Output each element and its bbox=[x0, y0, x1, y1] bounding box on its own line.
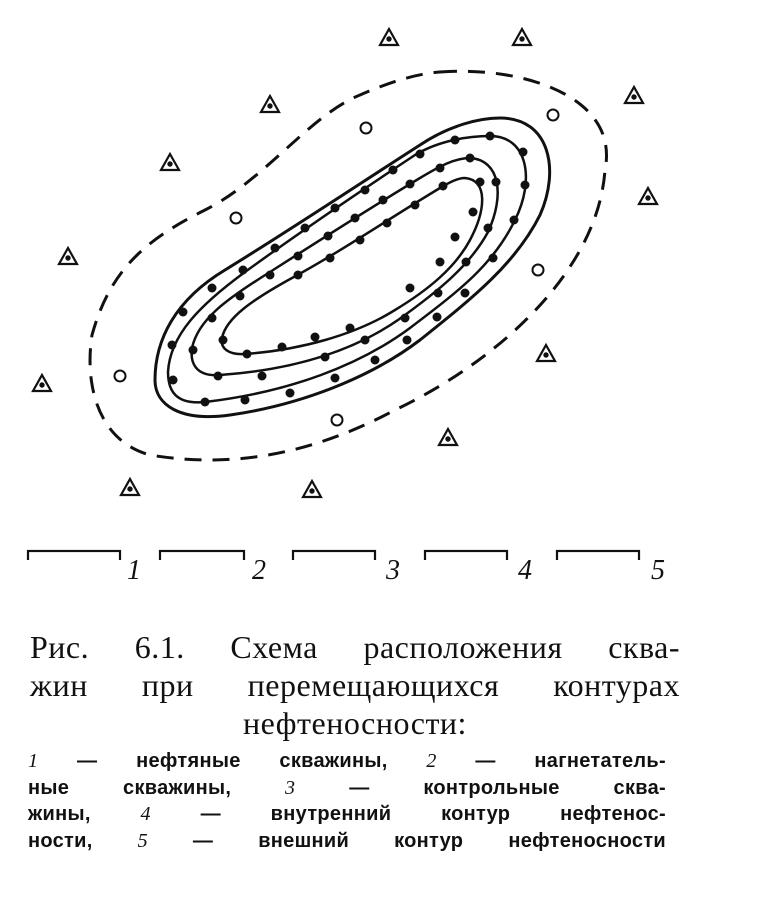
outer-oil-contour-dashed bbox=[90, 71, 606, 460]
oil-wells bbox=[168, 132, 530, 407]
legend-number-2: 2 bbox=[252, 555, 266, 586]
legend bbox=[28, 551, 639, 560]
legend-number-4: 4 bbox=[518, 555, 532, 586]
legend-number-1: 1 bbox=[127, 555, 141, 586]
legend-box-control-well bbox=[293, 551, 375, 560]
legend-box-injection-well bbox=[160, 551, 244, 560]
legend-number-5: 5 bbox=[651, 555, 665, 586]
legend-box-outer-contour bbox=[557, 551, 639, 560]
injection-wells bbox=[33, 29, 657, 497]
legend-box-oil-well bbox=[28, 551, 120, 560]
inner-oil-contour bbox=[155, 118, 550, 417]
legend-explanation-line: ности, 5 — внешний контур нефтеносности bbox=[28, 829, 666, 852]
caption-line: жин при перемещающихся контурах bbox=[30, 667, 680, 703]
legend-explanation-line: ные скважины, 3 — контрольные сква- bbox=[28, 776, 666, 799]
oil-well-row-outer bbox=[168, 136, 526, 402]
legend-explanation-line: 1 — нефтяные скважины, 2 — нагнетатель- bbox=[28, 750, 666, 772]
caption-line: Рис. 6.1. Схема расположения сква- bbox=[30, 629, 680, 665]
figure-caption bbox=[30, 628, 680, 742]
legend-explanation bbox=[28, 748, 666, 854]
legend-box-inner-contour bbox=[425, 551, 507, 560]
legend-number-3: 3 bbox=[386, 555, 400, 586]
caption-line: нефтеносности: bbox=[243, 705, 467, 741]
legend-explanation-line: жины, 4 — внутренний контур нефтенос- bbox=[28, 803, 666, 825]
